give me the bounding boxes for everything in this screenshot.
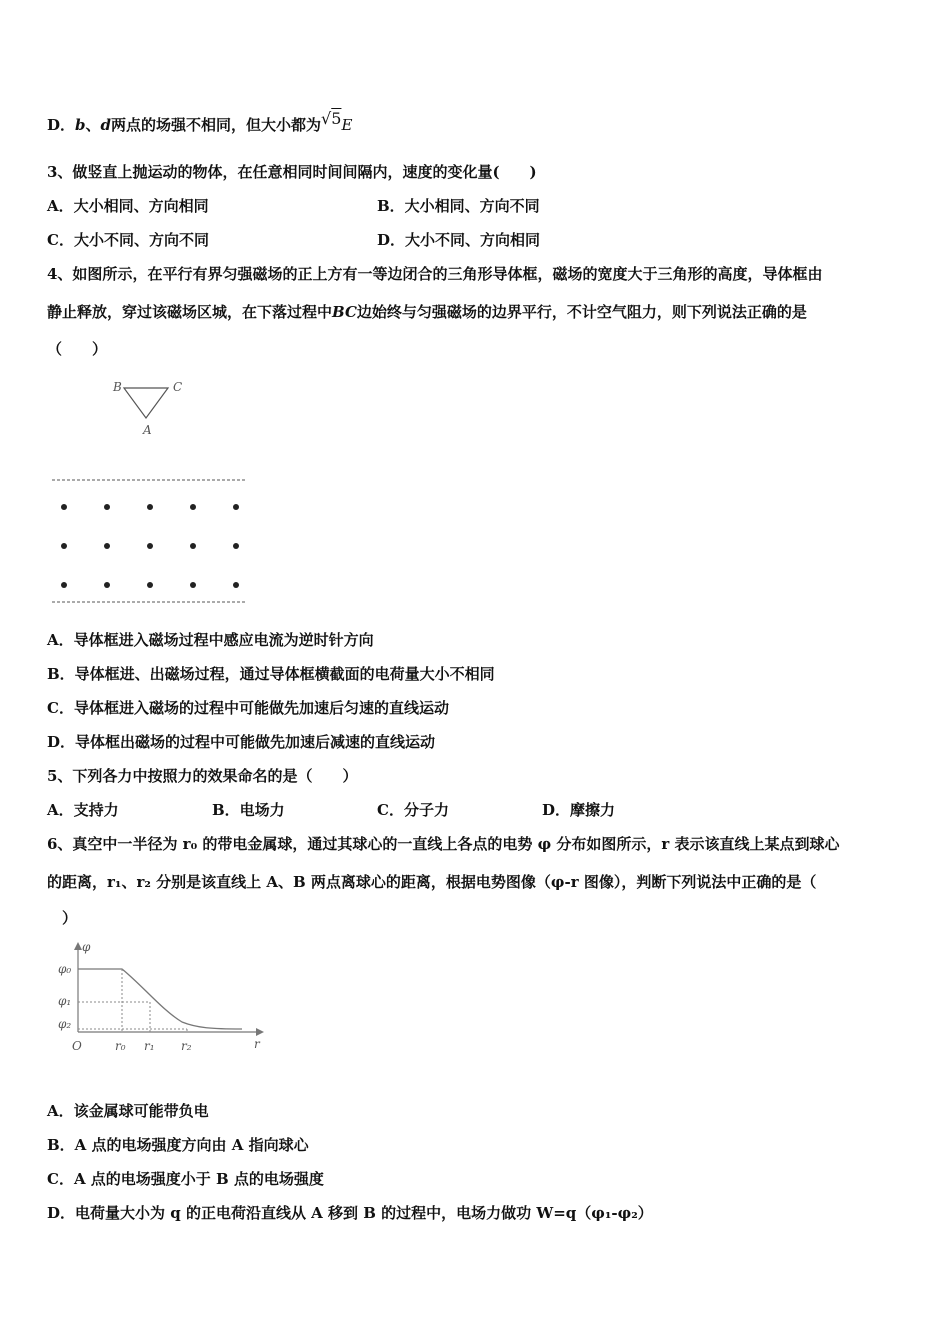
label-a: A xyxy=(143,423,152,437)
q6-option-d: D．电荷量大小为 q 的正电荷沿直线从 A 移到 B 的过程中，电场力做功 W=q（φ₁-φ₂） xyxy=(47,1204,653,1222)
q6-option-a: A．该金属球可能带负电 xyxy=(47,1102,209,1120)
phi-axis-label: φ xyxy=(82,940,91,954)
r-axis-arrow xyxy=(256,1028,264,1036)
q4-option-b: B．导体框进、出磁场过程，通过导体框横截面的电荷量大小不相同 xyxy=(47,665,495,683)
q6-option-b: B．A 点的电场强度方向由 A 指向球心 xyxy=(47,1136,309,1154)
magnetic-field-figure xyxy=(50,474,250,610)
origin-label: O xyxy=(72,1039,82,1053)
q4-option-c: C．导体框进入磁场的过程中可能做先加速后匀速的直线运动 xyxy=(47,699,449,717)
q5-option-c: C．分子力 xyxy=(377,801,449,819)
phi1-label: φ₁ xyxy=(58,994,72,1008)
q6-stem-line3: ） xyxy=(62,909,78,927)
potential-curve xyxy=(78,969,242,1029)
q4-stem-line2: 静止释放，穿过该磁场区城，在下落过程中BC边始终与匀强磁场的边界平行，不计空气阻力，则下列说法正确的是 xyxy=(47,303,807,321)
q6-stem-line2: 的距离，r₁、r₂ 分别是该直线上 A、B 两点离球心的距离，根据电势图像（φ-r 图像），判断下列说法中正确的是（ xyxy=(47,873,817,891)
q5-stem: 5、下列各力中按照力的效果命名的是（ ） xyxy=(47,767,358,785)
q5-option-a: A．支持力 xyxy=(47,801,119,819)
label-b: B xyxy=(113,380,122,394)
q5-option-b: B．电场力 xyxy=(212,801,285,819)
q3-option-a: A．大小相同、方向相同 xyxy=(47,197,209,215)
q3-option-b: B．大小相同、方向不同 xyxy=(377,197,540,215)
q6-stem-line1: 6、真空中一半径为 r₀ 的带电金属球，通过其球心的一直线上各点的电势 φ 分布如图所示，r 表示该直线上某点到球心 xyxy=(47,835,840,853)
r1-label: r₁ xyxy=(144,1039,155,1053)
q3-option-c: C．大小不同、方向不同 xyxy=(47,231,209,249)
q6-option-c: C．A 点的电场强度小于 B 点的电场强度 xyxy=(47,1170,324,1188)
q5-option-d: D．摩擦力 xyxy=(542,801,616,819)
q4-stem-line3: （ ） xyxy=(47,340,108,358)
sqrt-five: √5 xyxy=(321,109,342,128)
q4-option-d: D．导体框出磁场的过程中可能做先加速后减速的直线运动 xyxy=(47,733,436,751)
triangle-frame xyxy=(124,388,168,418)
label-c: C xyxy=(173,380,183,394)
phi-axis-arrow xyxy=(74,942,82,950)
q3-stem: 3、做竖直上抛运动的物体，在任意相同时间间隔内，速度的变化量( ) xyxy=(47,163,537,181)
q3-option-d: D．大小不同、方向相同 xyxy=(377,231,541,249)
r0-label: r₀ xyxy=(115,1039,126,1053)
phi0-label: φ₀ xyxy=(58,962,72,976)
phi2-label: φ₂ xyxy=(58,1017,72,1031)
field-dots xyxy=(61,504,239,588)
potential-graph xyxy=(52,940,272,1058)
q4-stem-line1: 4、如图所示，在平行有界匀强磁场的正上方有一等边闭合的三角形导体框，磁场的宽度大于三角形的高度，导体框由 xyxy=(47,265,823,283)
q2-option-d: D．b、d两点的场强不相同，但大小都为√5E xyxy=(47,109,353,134)
triangle-figure xyxy=(100,374,200,444)
r2-label: r₂ xyxy=(181,1039,192,1053)
r-axis-label: r xyxy=(254,1037,260,1051)
q4-option-a: A．导体框进入磁场过程中感应电流为逆时针方向 xyxy=(47,631,374,649)
